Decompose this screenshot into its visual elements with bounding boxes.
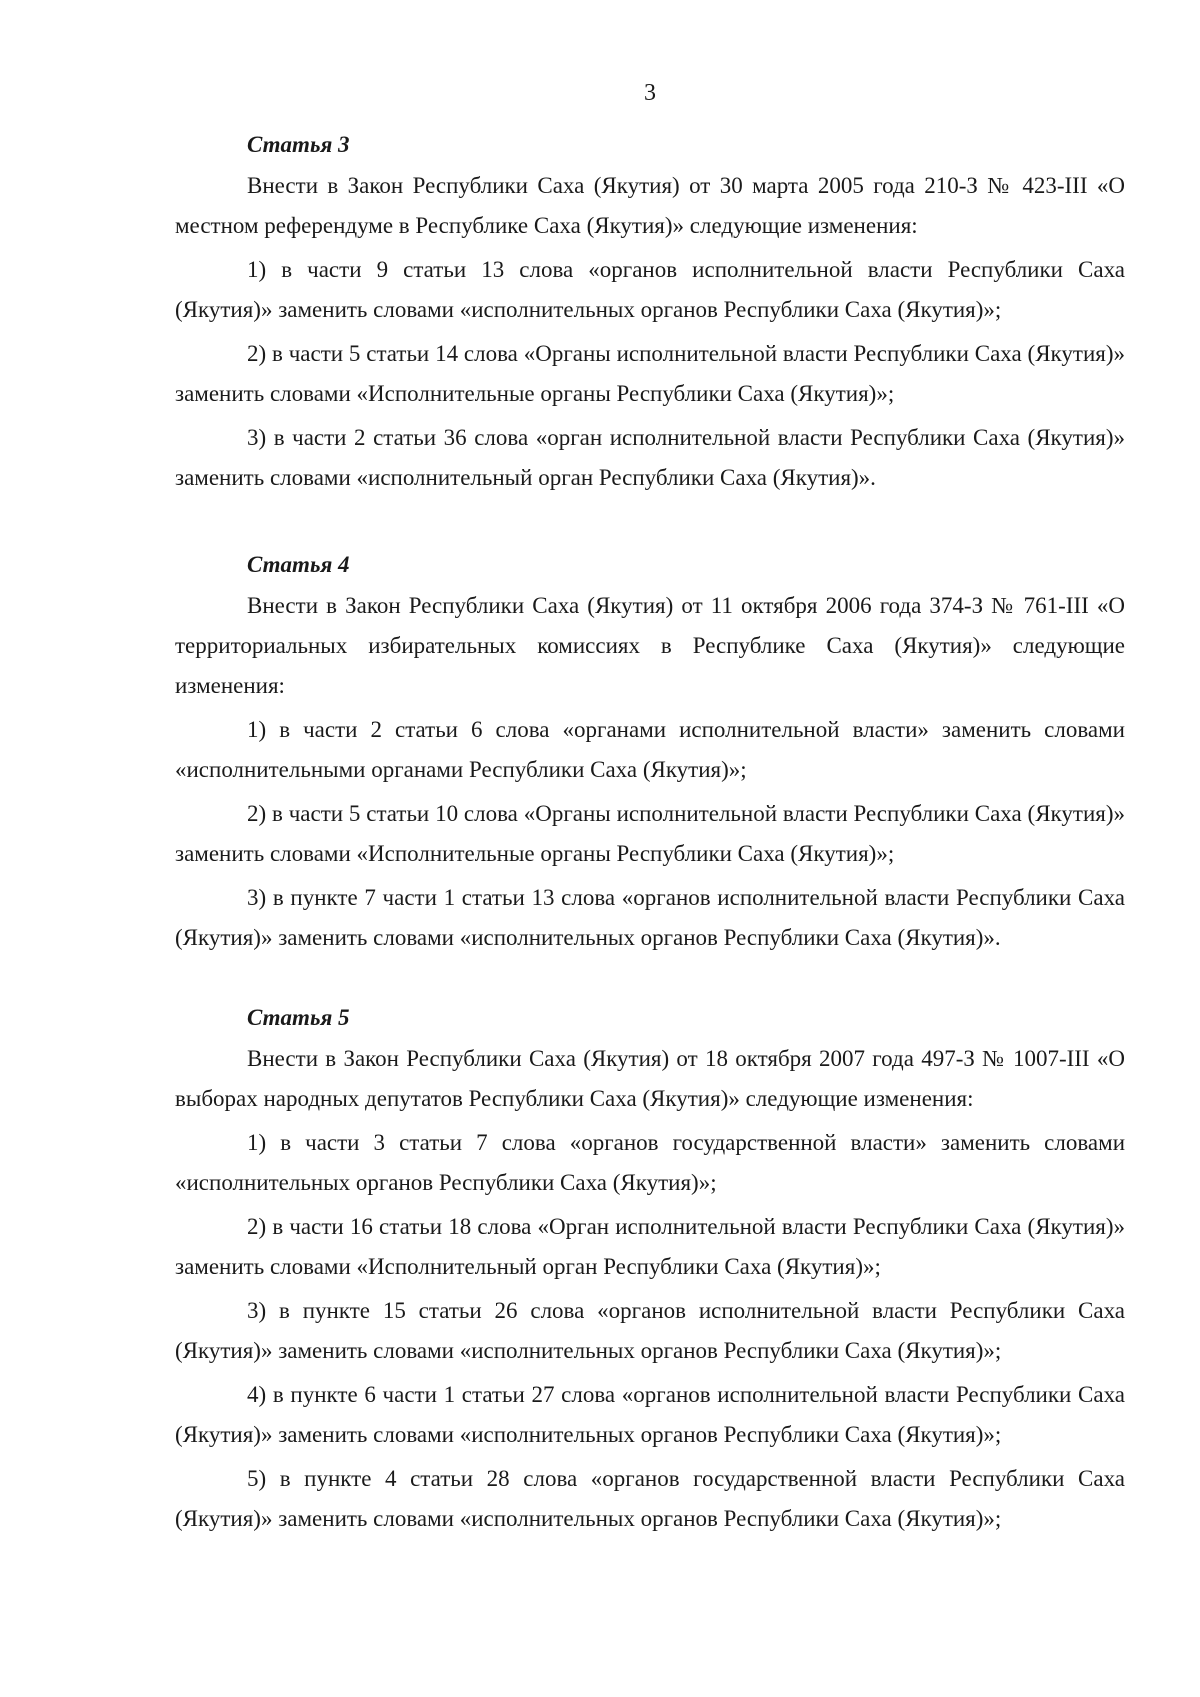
- amendment-item: 2) в части 16 статьи 18 слова «Орган исполнительной власти Республики Саха (Якутия)» заменить словами «Исполнительный орган Республики Саха (Якутия)»;: [175, 1214, 1125, 1279]
- amendment-item: 2) в части 5 статьи 14 слова «Органы исполнительной власти Республики Саха (Якутия)» заменить словами «Исполнительные органы Республики Саха (Якутия)»;: [175, 341, 1125, 406]
- amendment-item: 5) в пункте 4 статьи 28 слова «органов государственной власти Республики Саха (Якутия)» заменить словами «исполнительных органов Республики Саха (Якутия)»;: [175, 1466, 1125, 1531]
- article-intro-paragraph: Внести в Закон Республики Саха (Якутия) от 18 октября 2007 года 497-З № 1007-III «О выборах народных депутатов Республики Саха (Якутия)» следующие изменения:: [175, 1046, 1125, 1111]
- amendment-item: 3) в пункте 15 статьи 26 слова «органов исполнительной власти Республики Саха (Якутия)» заменить словами «исполнительных органов Республики Саха (Якутия)»;: [175, 1298, 1125, 1363]
- article-title: Статья 3: [247, 132, 350, 157]
- amendment-item: 3) в пункте 7 части 1 статьи 13 слова «органов исполнительной власти Республики Саха (Якутия)» заменить словами «исполнительных органов Республики Саха (Якутия)».: [175, 885, 1125, 950]
- amendment-item: 2) в части 5 статьи 10 слова «Органы исполнительной власти Республики Саха (Якутия)» заменить словами «Исполнительные органы Республики Саха (Якутия)»;: [175, 801, 1125, 866]
- amendment-item: 1) в части 9 статьи 13 слова «органов исполнительной власти Республики Саха (Якутия)» заменить словами «исполнительных органов Республики Саха (Якутия)»;: [175, 257, 1125, 322]
- article-5: [175, 1003, 1125, 1543]
- article-intro-paragraph: Внести в Закон Республики Саха (Якутия) от 30 марта 2005 года 210-З № 423-III «О местном референдуме в Республике Саха (Якутия)» следующие изменения:: [175, 173, 1125, 238]
- article-4: [175, 550, 1125, 962]
- amendment-item: 1) в части 3 статьи 7 слова «органов государственной власти» заменить словами «исполнительных органов Республики Саха (Якутия)»;: [175, 1130, 1125, 1195]
- page-number: 3: [644, 80, 656, 106]
- article-title: Статья 5: [247, 1005, 350, 1030]
- amendment-item: 4) в пункте 6 части 1 статьи 27 слова «органов исполнительной власти Республики Саха (Якутия)» заменить словами «исполнительных органов Республики Саха (Якутия)»;: [175, 1382, 1125, 1447]
- article-3: [175, 130, 1125, 502]
- amendment-item: 1) в части 2 статьи 6 слова «органами исполнительной власти» заменить словами «исполнительными органами Республики Саха (Якутия)»;: [175, 717, 1125, 782]
- amendment-item: 3) в части 2 статьи 36 слова «орган исполнительной власти Республики Саха (Якутия)» заменить словами «исполнительный орган Республики Саха (Якутия)».: [175, 425, 1125, 490]
- article-title: Статья 4: [247, 552, 350, 577]
- article-intro-paragraph: Внести в Закон Республики Саха (Якутия) от 11 октября 2006 года 374-З № 761-III «О территориальных избирательных комиссиях в Республике Саха (Якутия)» следующие изменения:: [175, 593, 1125, 698]
